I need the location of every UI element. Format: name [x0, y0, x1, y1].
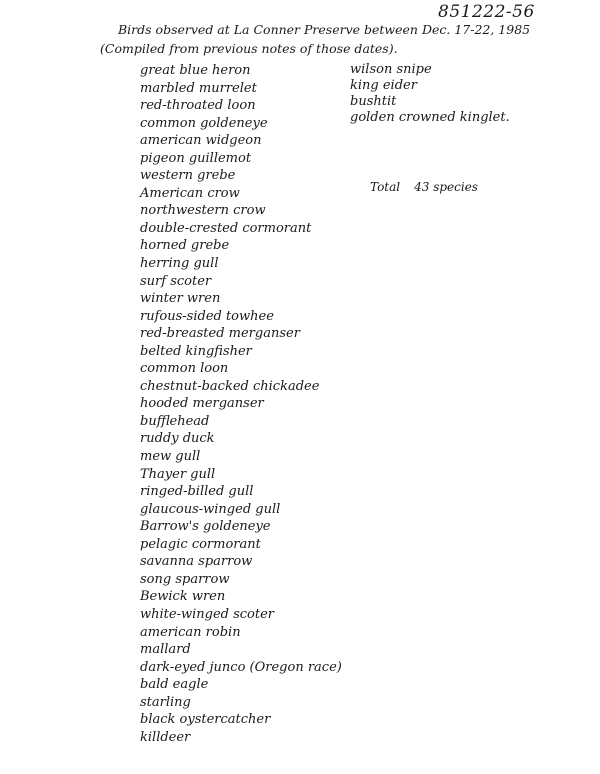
list-item: wilson snipe: [350, 62, 432, 77]
total-label: Total: [370, 180, 401, 194]
list-item: starling: [140, 694, 191, 710]
list-item: northwestern crow: [140, 203, 266, 219]
list-item: song sparrow: [140, 571, 230, 587]
list-item: surf scoter: [140, 273, 212, 289]
list-item: hooded merganser: [140, 396, 264, 412]
list-item: belted kingfisher: [140, 343, 252, 359]
page-subtitle: (Compiled from previous notes of those dates).: [100, 41, 398, 56]
list-item: Barrow's goldeneye: [140, 519, 271, 535]
list-item: chestnut-backed chickadee: [140, 378, 320, 394]
list-item: bufflehead: [140, 413, 210, 429]
list-item: killdeer: [140, 729, 191, 745]
list-item: black oystercatcher: [140, 712, 271, 728]
list-item: common loon: [140, 361, 229, 377]
list-item: golden crowned kinglet.: [350, 110, 510, 125]
list-item: western grebe: [140, 168, 236, 184]
list-item: herring gull: [140, 256, 219, 272]
list-item: dark-eyed junco (Oregon race): [140, 659, 342, 675]
list-item: pigeon guillemot: [140, 150, 252, 166]
reference-number: 851222-56: [438, 2, 535, 22]
list-item: american robin: [140, 624, 241, 640]
species-list-left: [140, 62, 342, 746]
list-item: marbled murrelet: [140, 80, 257, 96]
list-item: red-breasted merganser: [140, 326, 300, 342]
list-item: bushtit: [350, 94, 397, 109]
page-title: Birds observed at La Conner Preserve between Dec. 17-22, 1985: [118, 22, 531, 37]
list-item: winter wren: [140, 291, 221, 307]
list-item: American crow: [140, 185, 240, 201]
list-item: american widgeon: [140, 133, 262, 149]
list-item: mallard: [140, 642, 191, 658]
list-item: bald eagle: [140, 677, 209, 693]
list-item: Thayer gull: [140, 466, 216, 482]
list-item: king eider: [350, 78, 417, 93]
list-item: ringed-billed gull: [140, 484, 254, 500]
list-item: glaucous-winged gull: [140, 501, 281, 517]
list-item: red-throated loon: [140, 98, 256, 114]
list-item: mew gull: [140, 449, 201, 465]
list-item: savanna sparrow: [140, 554, 253, 570]
species-list-right: [350, 62, 510, 126]
list-item: white-winged scoter: [140, 606, 275, 622]
list-item: horned grebe: [140, 238, 230, 254]
list-item: Bewick wren: [140, 589, 226, 605]
species-total: [370, 180, 478, 194]
list-item: great blue heron: [140, 63, 251, 78]
list-item: rufous-sided towhee: [140, 308, 274, 324]
list-item: common goldeneye: [140, 115, 268, 131]
list-item: ruddy duck: [140, 431, 215, 447]
total-value: 43 species: [414, 180, 478, 194]
list-item: pelagic cormorant: [140, 536, 261, 552]
list-item: double-crested cormorant: [140, 220, 312, 236]
